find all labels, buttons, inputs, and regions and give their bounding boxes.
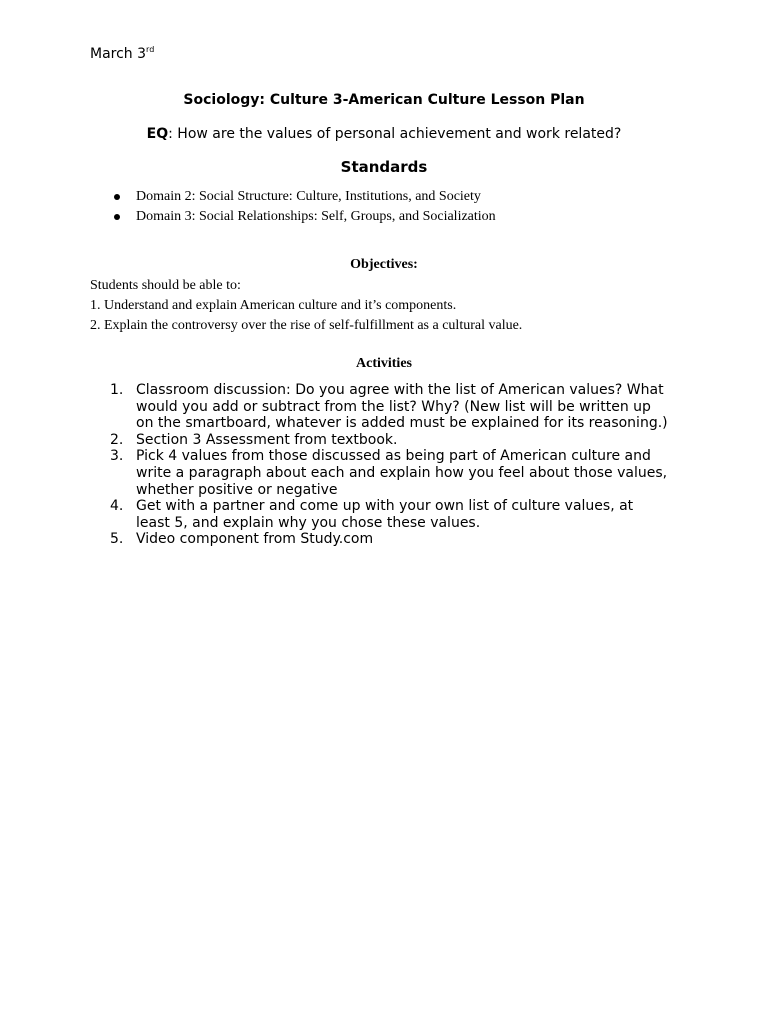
document-title: Sociology: Culture 3-American Culture Lesson Plan: [183, 92, 585, 108]
objectives-intro: Students should be able to:: [90, 278, 241, 293]
activity-item: [110, 498, 670, 531]
activity-number: 1.: [110, 382, 124, 398]
bullet-icon: [114, 214, 120, 220]
activity-item: [110, 531, 670, 548]
activity-text: Pick 4 values from those discussed as being part of American culture and write a paragraph about each and explain how you feel about those values, whether positive or negative: [136, 448, 668, 498]
standard-text: Domain 2: Social Structure: Culture, Institutions, and Society: [136, 189, 481, 204]
activity-text: Classroom discussion: Do you agree with the list of American values? What would you add or subtract from the list? Why? (New list will be written up on the smartboard, whatever is added must be explained for its reasoning.): [136, 382, 668, 432]
activity-item: [110, 448, 670, 498]
activity-number: 2.: [110, 431, 124, 448]
activity-number: 5.: [110, 531, 124, 548]
date-text: March 3: [90, 46, 147, 62]
activity-text: Get with a partner and come up with your own list of culture values, at least 5, and explain why you chose these values.: [136, 498, 634, 531]
standards-heading: Standards: [340, 158, 428, 176]
standards-list: [112, 188, 496, 228]
activity-item: [110, 432, 670, 449]
activity-number: 3.: [110, 448, 124, 465]
standard-text: Domain 3: Social Relationships: Self, Groups, and Socialization: [136, 209, 496, 224]
bullet-icon: [114, 194, 120, 200]
activities-heading: Activities: [356, 356, 412, 371]
activity-number: 4.: [110, 498, 124, 515]
date-suffix: rd: [146, 45, 155, 54]
standard-item: [112, 208, 496, 228]
eq-text: : How are the values of personal achievement and work related?: [168, 126, 622, 142]
activity-item: [110, 382, 670, 432]
standard-item: [112, 188, 496, 208]
objective-item: 2. Explain the controversy over the rise of self-fulfillment as a cultural value.: [90, 318, 523, 333]
activity-text: Section 3 Assessment from textbook.: [136, 431, 398, 448]
objectives-heading: Objectives:: [350, 257, 418, 272]
document-date: [90, 45, 154, 62]
activities-list: [110, 382, 670, 548]
essential-question: [0, 126, 768, 142]
activity-text: Video component from Study.com: [136, 531, 374, 548]
objectives-section: [90, 276, 522, 336]
eq-label: EQ: [146, 126, 169, 142]
objective-item: 1. Understand and explain American culture and it’s components.: [90, 298, 457, 313]
